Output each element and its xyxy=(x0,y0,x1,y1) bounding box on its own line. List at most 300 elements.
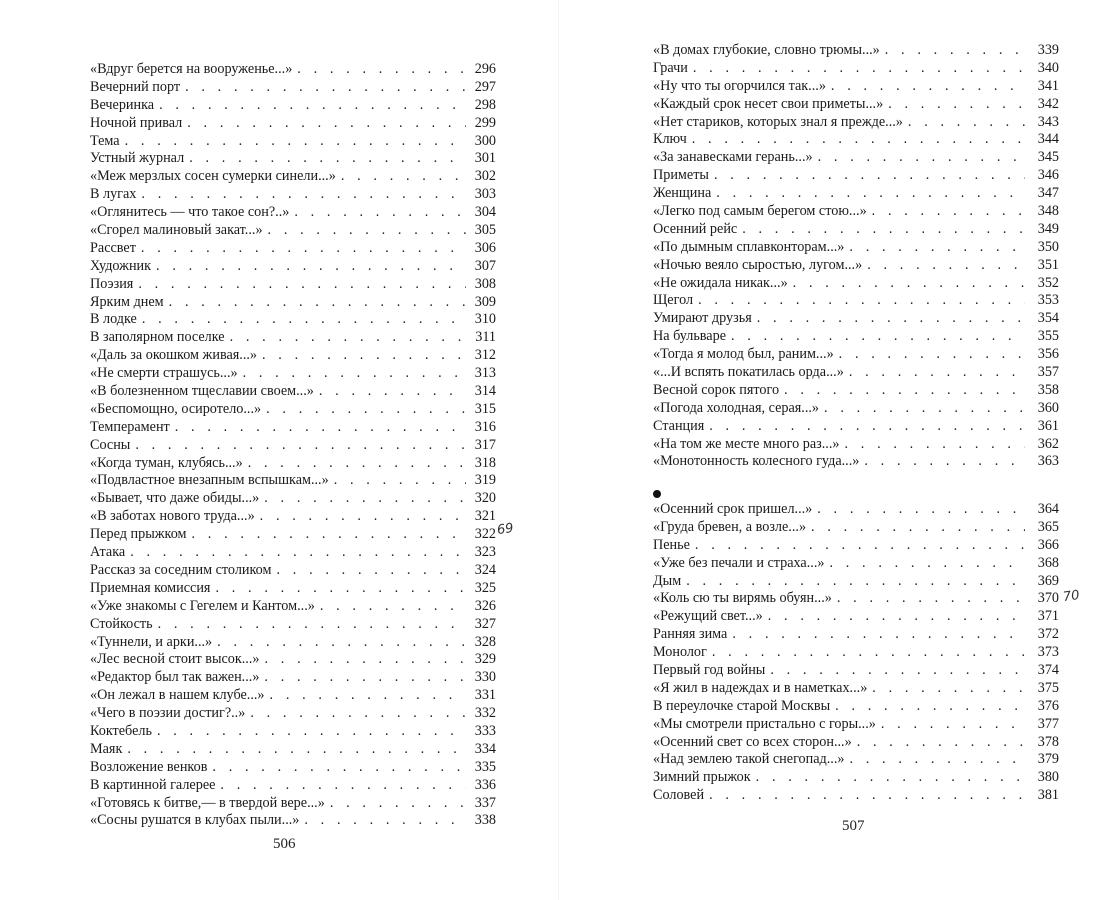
entry-page-number: 299 xyxy=(474,114,496,131)
entry-page-number: 370 xyxy=(1037,590,1059,607)
toc-entry xyxy=(653,185,1059,203)
dot-leader xyxy=(276,562,466,580)
toc-entry xyxy=(653,436,1059,454)
entry-title: Соловей xyxy=(653,787,705,804)
handwritten-note-left: 69 xyxy=(496,520,515,539)
entry-title: «Чего в поэзии достиг?..» xyxy=(90,705,246,722)
toc-entry xyxy=(90,347,496,365)
dot-leader xyxy=(260,508,466,526)
entry-title: «Когда туман, клубясь...» xyxy=(90,454,243,471)
entry-title: В картинной галерее xyxy=(90,776,216,793)
entry-title: Щегол xyxy=(653,292,694,309)
toc-entry xyxy=(653,257,1059,275)
dot-leader xyxy=(341,168,466,186)
entry-page-number: 297 xyxy=(474,78,496,95)
toc-entry xyxy=(90,401,496,419)
dot-leader xyxy=(732,626,1025,644)
toc-entry xyxy=(90,777,496,795)
entry-page-number: 336 xyxy=(474,776,496,793)
entry-page-number: 333 xyxy=(474,722,496,739)
dot-leader xyxy=(266,401,466,419)
toc-entry xyxy=(90,133,496,151)
entry-title: На бульваре xyxy=(653,328,726,345)
dot-leader xyxy=(888,96,1025,114)
dot-leader xyxy=(695,537,1025,555)
entry-page-number: 314 xyxy=(474,383,496,400)
toc-entry xyxy=(653,698,1059,716)
toc-entry xyxy=(90,168,496,186)
dot-leader xyxy=(698,292,1025,310)
dot-leader xyxy=(849,751,1025,769)
toc-entry xyxy=(653,275,1059,293)
entry-title: Атака xyxy=(90,544,126,561)
entry-title: «Режущий свет...» xyxy=(653,608,763,625)
dot-leader xyxy=(731,328,1025,346)
entry-title: Умирают друзья xyxy=(653,310,752,327)
toc-entry xyxy=(90,562,496,580)
entry-title: Стойкость xyxy=(90,615,153,632)
toc-entry xyxy=(90,150,496,168)
entry-title: В заполярном поселке xyxy=(90,329,225,346)
entry-page-number: 298 xyxy=(474,96,496,113)
dot-leader xyxy=(294,204,466,222)
entry-page-number: 375 xyxy=(1037,679,1059,696)
dot-leader xyxy=(330,795,466,813)
entry-title: «Ну что ты огорчился так...» xyxy=(653,77,826,94)
entry-page-number: 315 xyxy=(474,400,496,417)
entry-page-number: 373 xyxy=(1037,644,1059,661)
dot-leader xyxy=(158,616,466,634)
entry-title: «Вдруг берется на вооруженье...» xyxy=(90,61,293,77)
entry-page-number: 332 xyxy=(474,705,496,722)
dot-leader xyxy=(837,590,1025,608)
toc-entry xyxy=(90,383,496,401)
entry-page-number: 377 xyxy=(1037,715,1059,732)
toc-entry xyxy=(90,419,496,437)
entry-page-number: 379 xyxy=(1037,751,1059,768)
entry-page-number: 303 xyxy=(474,186,496,203)
entry-page-number: 319 xyxy=(474,472,496,489)
dot-leader xyxy=(818,149,1025,167)
entry-page-number: 311 xyxy=(475,329,496,346)
entry-page-number: 338 xyxy=(474,812,496,829)
entry-title: Маяк xyxy=(90,740,123,757)
entry-title: «Туннели, и арки...» xyxy=(90,633,213,650)
toc-entry xyxy=(653,501,1059,519)
page-number-left: 506 xyxy=(273,836,296,852)
entry-page-number: 376 xyxy=(1037,697,1059,714)
entry-title: «...И вспять покатилась орда...» xyxy=(653,364,844,381)
toc-entry xyxy=(653,519,1059,537)
entry-title: «Уже знакомы с Гегелем и Кантом...» xyxy=(90,597,315,614)
entry-title: «В болезненном тщеславии своем...» xyxy=(90,383,314,400)
entry-page-number: 323 xyxy=(474,544,496,561)
dot-leader xyxy=(125,133,466,151)
toc-entry xyxy=(90,455,496,473)
entry-title: «Осенний срок пришел...» xyxy=(653,501,813,517)
dot-leader xyxy=(270,687,466,705)
entry-title: Вечерний порт xyxy=(90,78,181,95)
toc-entry xyxy=(90,544,496,562)
toc-entry xyxy=(90,222,496,240)
entry-title: «Осенний свет со всех сторон...» xyxy=(653,733,852,750)
entry-page-number: 339 xyxy=(1037,42,1059,58)
entry-page-number: 345 xyxy=(1037,149,1059,166)
dot-leader xyxy=(138,276,466,294)
dot-leader xyxy=(835,698,1025,716)
entry-page-number: 320 xyxy=(474,490,496,507)
dot-leader xyxy=(304,812,466,830)
toc-entry xyxy=(653,573,1059,591)
dot-leader xyxy=(811,519,1025,537)
entry-page-number: 300 xyxy=(474,132,496,149)
entry-page-number: 337 xyxy=(474,794,496,811)
dot-leader xyxy=(770,662,1025,680)
dot-leader xyxy=(817,501,1025,519)
toc-entry xyxy=(90,687,496,705)
entry-page-number: 368 xyxy=(1037,554,1059,571)
entry-title: Устный журнал xyxy=(90,150,185,167)
entry-title: «На том же месте много раз...» xyxy=(653,435,840,452)
entry-page-number: 372 xyxy=(1037,626,1059,643)
left-contents-list xyxy=(90,61,496,830)
dot-leader xyxy=(334,472,466,490)
dot-leader xyxy=(264,669,466,687)
dot-leader xyxy=(212,759,466,777)
entry-title: «Коль сю ты вирямь обуян...» xyxy=(653,590,832,607)
toc-entry xyxy=(653,418,1059,436)
toc-entry xyxy=(653,239,1059,257)
toc-entry xyxy=(653,590,1059,608)
dot-leader xyxy=(784,382,1025,400)
dot-leader xyxy=(872,680,1025,698)
entry-page-number: 347 xyxy=(1037,185,1059,202)
entry-page-number: 341 xyxy=(1037,77,1059,94)
entry-title: «Бывает, что даже обиды...» xyxy=(90,490,260,507)
entry-page-number: 318 xyxy=(474,454,496,471)
entry-page-number: 343 xyxy=(1037,113,1059,130)
entry-title: Грачи xyxy=(653,59,688,76)
entry-title: «Груда бревен, а возле...» xyxy=(653,518,807,535)
entry-title: «Лес весной стоит высок...» xyxy=(90,651,260,668)
entry-title: «Сосны рушатся в клубах пыли...» xyxy=(90,812,300,829)
toc-entry xyxy=(90,61,496,79)
dot-leader xyxy=(712,644,1025,662)
dot-leader xyxy=(220,777,466,795)
toc-entry xyxy=(653,310,1059,328)
dot-leader xyxy=(844,436,1025,454)
entry-page-number: 363 xyxy=(1037,453,1059,470)
toc-entry xyxy=(90,598,496,616)
entry-page-number: 316 xyxy=(474,418,496,435)
toc-entry xyxy=(90,276,496,294)
entry-title: «Оглянитесь — что такое сон?..» xyxy=(90,204,290,221)
entry-title: Тема xyxy=(90,132,120,149)
toc-entry xyxy=(653,60,1059,78)
toc-entry xyxy=(653,644,1059,662)
toc-entry xyxy=(653,608,1059,626)
entry-page-number: 369 xyxy=(1037,572,1059,589)
dot-leader xyxy=(829,555,1025,573)
entry-title: Первый год войны xyxy=(653,662,766,679)
toc-entry xyxy=(653,131,1059,149)
dot-leader xyxy=(849,364,1025,382)
entry-page-number: 334 xyxy=(474,740,496,757)
entry-page-number: 358 xyxy=(1037,381,1059,398)
toc-entry xyxy=(653,221,1059,239)
entry-title: Ранняя зима xyxy=(653,626,728,643)
toc-entry xyxy=(653,537,1059,555)
entry-title: «Не ожидала никак...» xyxy=(653,274,788,291)
entry-title: Рассвет xyxy=(90,239,136,256)
dot-leader xyxy=(262,347,466,365)
toc-entry xyxy=(653,751,1059,769)
entry-page-number: 378 xyxy=(1037,733,1059,750)
entry-page-number: 366 xyxy=(1037,536,1059,553)
dot-leader xyxy=(169,294,466,312)
entry-title: «В заботах нового труда...» xyxy=(90,508,255,525)
entry-title: Вечеринка xyxy=(90,96,155,113)
dot-leader xyxy=(881,716,1025,734)
toc-entry xyxy=(90,437,496,455)
entry-title: Осенний рейс xyxy=(653,220,738,237)
entry-page-number: 322 xyxy=(474,526,496,543)
toc-entry xyxy=(653,680,1059,698)
dot-leader xyxy=(686,573,1025,591)
entry-page-number: 306 xyxy=(474,239,496,256)
toc-entry xyxy=(653,662,1059,680)
entry-page-number: 321 xyxy=(474,508,496,525)
dot-leader xyxy=(297,61,466,79)
toc-entry xyxy=(653,716,1059,734)
entry-title: Приметы xyxy=(653,167,709,184)
toc-entry xyxy=(90,759,496,777)
toc-entry xyxy=(90,526,496,544)
dot-leader xyxy=(693,60,1025,78)
entry-title: Монолог xyxy=(653,644,707,661)
handwritten-note-right: 70 xyxy=(1062,587,1081,606)
entry-page-number: 301 xyxy=(474,150,496,167)
dot-leader xyxy=(248,455,466,473)
entry-title: «За занавесками герань...» xyxy=(653,149,813,166)
entry-page-number: 355 xyxy=(1037,328,1059,345)
dot-leader xyxy=(793,275,1025,293)
entry-page-number: 342 xyxy=(1037,95,1059,112)
entry-title: «Беспомощно, осиротело...» xyxy=(90,400,262,417)
toc-entry xyxy=(653,42,1059,60)
entry-title: «Мы смотрели пристально с горы...» xyxy=(653,715,876,732)
entry-page-number: 302 xyxy=(474,168,496,185)
section-divider-bullet xyxy=(653,490,661,498)
dot-leader xyxy=(141,240,466,258)
toc-entry xyxy=(90,580,496,598)
entry-title: «Уже без печали и страха...» xyxy=(653,554,825,571)
dot-leader xyxy=(243,365,466,383)
toc-entry xyxy=(90,795,496,813)
entry-page-number: 324 xyxy=(474,561,496,578)
dot-leader xyxy=(230,329,466,347)
entry-page-number: 346 xyxy=(1037,167,1059,184)
entry-title: «Тогда я молод был, раним...» xyxy=(653,346,834,363)
entry-page-number: 351 xyxy=(1037,256,1059,273)
entry-page-number: 349 xyxy=(1037,220,1059,237)
entry-title: «Я жил в надеждах и в наметках...» xyxy=(653,679,868,696)
toc-entry xyxy=(653,734,1059,752)
entry-title: «Он лежал в нашем клубе...» xyxy=(90,687,265,704)
entry-page-number: 360 xyxy=(1037,399,1059,416)
entry-page-number: 330 xyxy=(474,669,496,686)
entry-page-number: 362 xyxy=(1037,435,1059,452)
entry-page-number: 296 xyxy=(474,61,496,77)
entry-page-number: 371 xyxy=(1037,608,1059,625)
dot-leader xyxy=(742,221,1025,239)
toc-entry xyxy=(90,472,496,490)
entry-title: Весной сорок пятого xyxy=(653,381,780,398)
dot-leader xyxy=(839,346,1025,364)
entry-title: «Не смерти страшусь...» xyxy=(90,365,238,382)
entry-page-number: 374 xyxy=(1037,662,1059,679)
dot-leader xyxy=(864,453,1025,471)
entry-title: Перед прыжком xyxy=(90,526,187,543)
dot-leader xyxy=(709,787,1025,805)
entry-title: Ярким днем xyxy=(90,293,164,310)
entry-title: Поэзия xyxy=(90,275,134,292)
entry-page-number: 335 xyxy=(474,758,496,775)
entry-page-number: 348 xyxy=(1037,203,1059,220)
right-contents-list-1 xyxy=(653,42,1059,471)
entry-title: «Нет стариков, которых знал я прежде...» xyxy=(653,113,903,130)
dot-leader xyxy=(872,203,1025,221)
dot-leader xyxy=(189,150,466,168)
dot-leader xyxy=(265,651,467,669)
entry-page-number: 365 xyxy=(1037,518,1059,535)
entry-title: Коктебель xyxy=(90,722,152,739)
toc-entry xyxy=(90,812,496,830)
dot-leader xyxy=(215,580,466,598)
entry-title: Сосны xyxy=(90,436,131,453)
toc-entry xyxy=(653,787,1059,805)
entry-title: Темперамент xyxy=(90,418,170,435)
dot-leader xyxy=(141,186,466,204)
toc-entry xyxy=(90,669,496,687)
entry-title: «Погода холодная, серая...» xyxy=(653,399,820,416)
entry-page-number: 329 xyxy=(474,651,496,668)
dot-leader xyxy=(831,78,1025,96)
entry-page-number: 344 xyxy=(1037,131,1059,148)
dot-leader xyxy=(264,490,466,508)
dot-leader xyxy=(130,544,466,562)
dot-leader xyxy=(142,311,466,329)
toc-entry xyxy=(653,364,1059,382)
dot-leader xyxy=(159,97,466,115)
entry-page-number: 304 xyxy=(474,204,496,221)
dot-leader xyxy=(250,705,466,723)
entry-page-number: 354 xyxy=(1037,310,1059,327)
entry-title: «Готовясь к битве,— в твердой вере...» xyxy=(90,794,325,811)
dot-leader xyxy=(175,419,466,437)
dot-leader xyxy=(156,258,466,276)
entry-title: «Ночью веяло сыростью, лугом...» xyxy=(653,256,863,273)
entry-title: Приемная комиссия xyxy=(90,579,211,596)
dot-leader xyxy=(867,257,1025,275)
dot-leader xyxy=(757,310,1025,328)
entry-page-number: 308 xyxy=(474,275,496,292)
toc-entry xyxy=(90,508,496,526)
toc-entry xyxy=(653,382,1059,400)
dot-leader xyxy=(716,185,1025,203)
dot-leader xyxy=(714,167,1025,185)
entry-page-number: 356 xyxy=(1037,346,1059,363)
entry-title: Женщина xyxy=(653,185,712,202)
entry-page-number: 312 xyxy=(474,347,496,364)
toc-entry xyxy=(653,328,1059,346)
entry-title: «Меж мерзлых сосен сумерки синели...» xyxy=(90,168,336,185)
entry-title: «Каждый срок несет свои приметы...» xyxy=(653,95,884,112)
entry-page-number: 310 xyxy=(474,311,496,328)
toc-entry xyxy=(90,723,496,741)
right-page xyxy=(559,0,1118,900)
entry-title: В лодке xyxy=(90,311,137,328)
toc-entry xyxy=(653,400,1059,418)
entry-title: Ключ xyxy=(653,131,687,148)
dot-leader xyxy=(319,383,466,401)
dot-leader xyxy=(857,734,1025,752)
entry-title: «Легко под самым берегом стою...» xyxy=(653,203,867,220)
entry-title: В лугах xyxy=(90,186,137,203)
toc-entry xyxy=(90,616,496,634)
dot-leader xyxy=(824,400,1025,418)
entry-title: «Подвластное внезапным вспышкам...» xyxy=(90,472,329,489)
entry-page-number: 305 xyxy=(474,222,496,239)
dot-leader xyxy=(768,608,1025,626)
dot-leader xyxy=(849,239,1025,257)
toc-entry xyxy=(90,651,496,669)
toc-entry xyxy=(90,329,496,347)
entry-title: Пенье xyxy=(653,536,690,553)
right-contents-list-2 xyxy=(653,501,1059,805)
entry-page-number: 327 xyxy=(474,615,496,632)
dot-leader xyxy=(885,42,1025,60)
entry-title: «По дымным сплавконторам...» xyxy=(653,238,845,255)
entry-page-number: 325 xyxy=(474,579,496,596)
dot-leader xyxy=(709,418,1025,436)
dot-leader xyxy=(320,598,466,616)
entry-page-number: 326 xyxy=(474,597,496,614)
toc-entry xyxy=(90,204,496,222)
entry-page-number: 313 xyxy=(474,365,496,382)
entry-page-number: 380 xyxy=(1037,769,1059,786)
entry-page-number: 331 xyxy=(474,687,496,704)
entry-title: В переулочке старой Москвы xyxy=(653,697,831,714)
entry-page-number: 340 xyxy=(1037,59,1059,76)
entry-page-number: 357 xyxy=(1037,364,1059,381)
entry-title: «Редактор был так важен...» xyxy=(90,669,260,686)
entry-page-number: 317 xyxy=(474,436,496,453)
toc-entry xyxy=(90,258,496,276)
entry-page-number: 307 xyxy=(474,257,496,274)
dot-leader xyxy=(268,222,466,240)
dot-leader xyxy=(908,114,1025,132)
entry-page-number: 381 xyxy=(1037,787,1059,804)
toc-entry xyxy=(653,346,1059,364)
toc-entry xyxy=(90,79,496,97)
dot-leader xyxy=(692,131,1025,149)
dot-leader xyxy=(192,526,466,544)
toc-entry xyxy=(90,97,496,115)
toc-entry xyxy=(653,453,1059,471)
dot-leader xyxy=(157,723,466,741)
entry-title: «Монотонность колесного гуда...» xyxy=(653,453,860,470)
